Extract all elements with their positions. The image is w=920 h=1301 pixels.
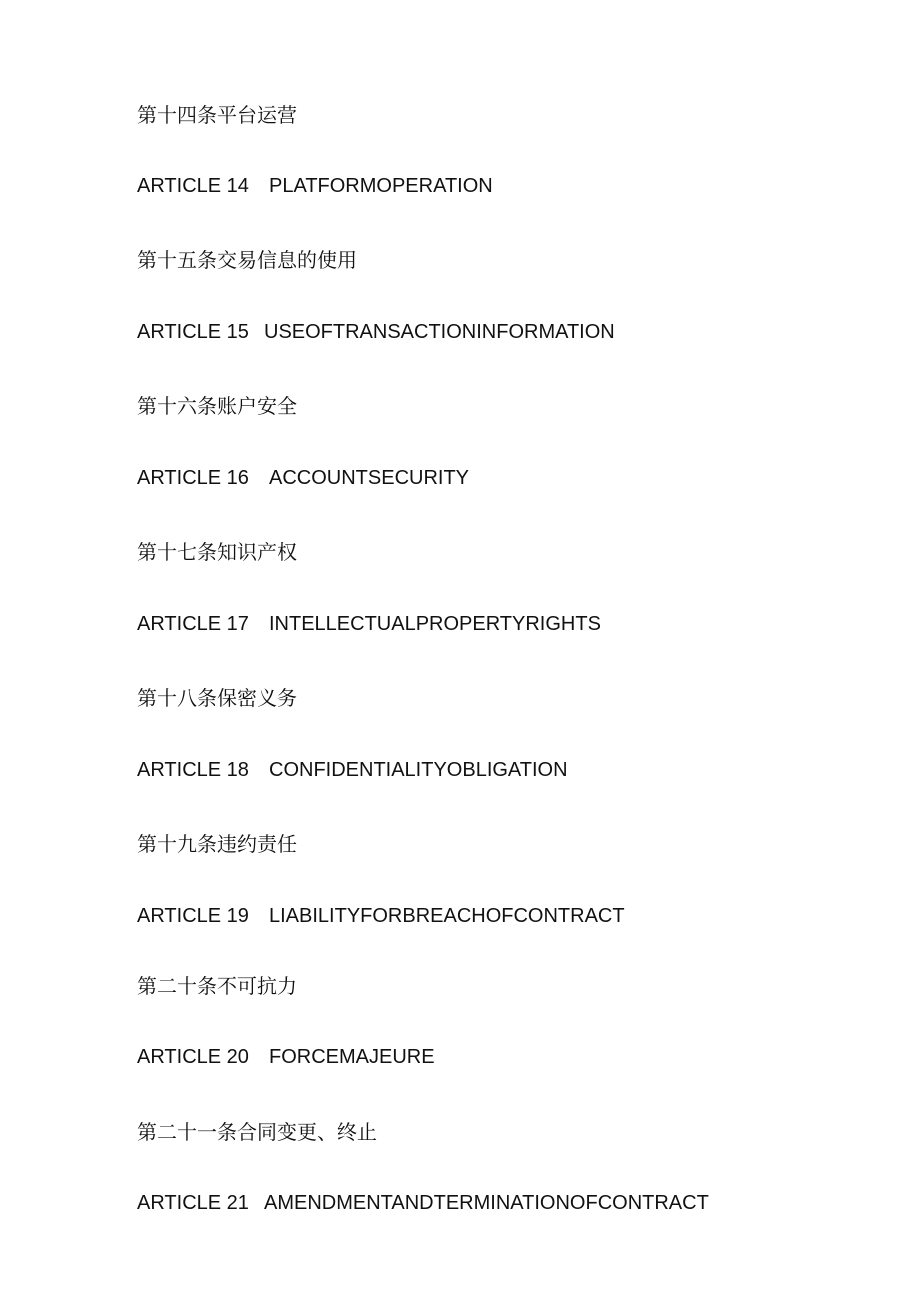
- article-16-title: ACCOUNTSECURITY: [269, 467, 470, 489]
- article-21-zh-heading: 第二十一条合同变更、终止: [137, 1120, 377, 1144]
- article-21-en-heading: [137, 1189, 709, 1217]
- article-14-zh-heading: 第十四条平台运营: [137, 103, 297, 127]
- article-15-label: ARTICLE 15: [137, 321, 249, 343]
- article-18-en-heading: [137, 756, 568, 784]
- article-19-label: ARTICLE 19: [137, 905, 249, 927]
- article-19-title: LIABILITYFORBREACHOFCONTRACT: [269, 905, 625, 927]
- article-15-title: USEOFTRANSACTIONINFORMATION: [264, 321, 615, 343]
- article-21-title: AMENDMENTANDTERMINATIONOFCONTRACT: [264, 1192, 709, 1214]
- article-20-en-heading: [137, 1043, 435, 1071]
- article-20-label: ARTICLE 20: [137, 1046, 249, 1068]
- article-18-label: ARTICLE 18: [137, 759, 249, 781]
- article-20-zh-heading: 第二十条不可抗力: [137, 974, 297, 998]
- article-19-zh-heading: 第十九条违约责任: [137, 832, 297, 856]
- article-17-zh-heading: 第十七条知识产权: [137, 540, 297, 564]
- article-17-en-heading: [137, 610, 601, 638]
- article-16-label: ARTICLE 16: [137, 467, 249, 489]
- article-18-zh-heading: 第十八条保密义务: [137, 686, 297, 710]
- article-20-title: FORCEMAJEURE: [269, 1046, 435, 1068]
- article-18-title: CONFIDENTIALITYOBLIGATION: [269, 759, 568, 781]
- article-14-en-heading: [137, 172, 493, 200]
- article-17-label: ARTICLE 17: [137, 613, 249, 635]
- article-15-zh-heading: 第十五条交易信息的使用: [137, 248, 357, 272]
- article-16-zh-heading: 第十六条账户安全: [137, 394, 297, 418]
- article-14-label: ARTICLE 14: [137, 175, 249, 197]
- article-21-label: ARTICLE 21: [137, 1192, 249, 1214]
- article-16-en-heading: [137, 464, 469, 492]
- article-19-en-heading: [137, 902, 625, 930]
- article-15-en-heading: [137, 318, 615, 346]
- article-14-title: PLATFORMOPERATION: [269, 175, 493, 197]
- article-17-title: INTELLECTUALPROPERTYRIGHTS: [269, 613, 601, 635]
